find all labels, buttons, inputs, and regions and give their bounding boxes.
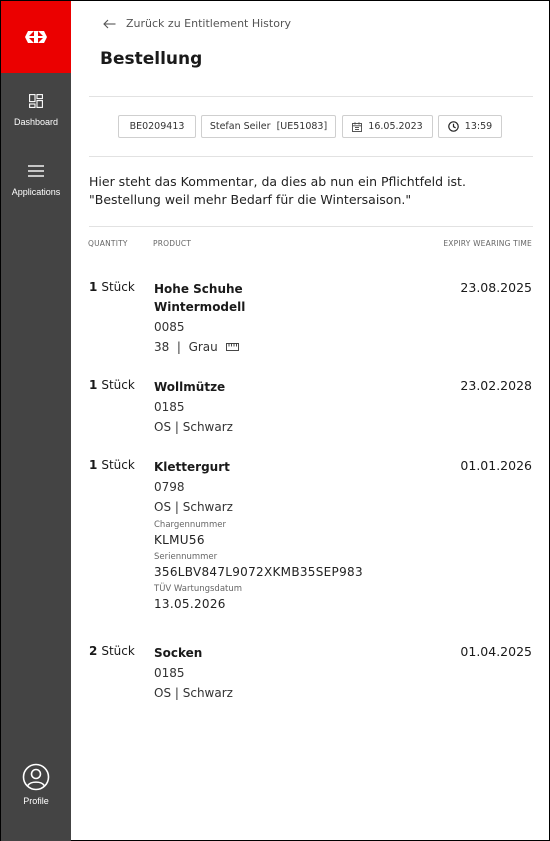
order-meta (71, 115, 550, 138)
order-user: Stefan Seiler [UE51083] (209, 121, 328, 132)
page-title: Bestellung (100, 49, 203, 69)
brand-logo[interactable] (1, 1, 71, 73)
sidebar-item-dashboard[interactable] (1, 91, 71, 127)
product-code: 0185 (154, 400, 185, 414)
product-name: Hohe Schuhe (154, 282, 243, 296)
main-content (71, 1, 550, 841)
item-quantity (89, 458, 135, 472)
item-expiry: 01.01.2026 (460, 458, 532, 473)
item-quantity (89, 280, 135, 294)
item-quantity (89, 378, 135, 392)
product-variant: OS | Schwarz (154, 420, 233, 434)
product-variant (154, 337, 414, 357)
order-comment: Hier steht das Kommentar, da dies ab nun ein Pflichtfeld ist. "Bestellung weil mehr Bedarf für die Wintersaison." (89, 174, 466, 207)
item-product (154, 458, 414, 613)
serial-number-value: 356LBV847L9072XKMB35SEP983 (154, 565, 363, 579)
back-link[interactable] (103, 17, 291, 30)
product-variant: OS | Schwarz (154, 686, 233, 700)
batch-number-label: Chargennummer (154, 520, 226, 530)
item-product (154, 644, 414, 703)
item-expiry: 23.02.2028 (460, 378, 532, 393)
back-link-label: Zurück zu Entitlement History (126, 17, 291, 30)
sidebar-item-applications[interactable] (1, 161, 71, 197)
quantity-value: 2 (89, 644, 98, 658)
quantity-value: 1 (89, 378, 98, 392)
serial-number-label: Seriennummer (154, 552, 218, 562)
sidebar-item-label: Dashboard (13, 117, 59, 127)
sidebar (1, 1, 71, 841)
column-header-quantity: QUANTITY (88, 239, 128, 248)
quantity-unit: Stück (101, 644, 135, 658)
order-user-chip (201, 115, 336, 138)
item-quantity (89, 644, 135, 658)
quantity-unit: Stück (101, 458, 135, 472)
clock-icon (448, 121, 459, 132)
sbb-logo-icon (25, 31, 47, 43)
menu-icon (27, 161, 45, 181)
item-product (154, 280, 414, 357)
user-circle-icon (22, 763, 50, 791)
item-expiry: 23.08.2025 (460, 280, 532, 295)
sidebar-item-label: Profile (23, 796, 49, 806)
arrow-left-icon (103, 19, 116, 29)
tuev-date-label: TÜV Wartungsdatum (154, 584, 243, 594)
calendar-icon (352, 122, 362, 132)
product-name: Wollmütze (154, 380, 226, 394)
order-time: 13:59 (464, 121, 493, 132)
order-time-chip (438, 115, 502, 138)
ruler-icon (226, 343, 239, 351)
sidebar-item-profile[interactable] (1, 763, 71, 806)
order-date: 16.05.2023 (368, 121, 423, 132)
product-name: Socken (154, 646, 203, 660)
divider (89, 156, 533, 157)
sidebar-item-label: Applications (11, 187, 61, 197)
product-code: 0798 (154, 480, 185, 494)
product-name: Klettergurt (154, 460, 230, 474)
order-date-chip (342, 115, 433, 138)
order-id-chip (118, 115, 196, 138)
divider (89, 96, 533, 97)
dashboard-icon (29, 91, 43, 111)
variant-text: 38 | Grau (154, 340, 218, 354)
product-name-line2: Wintermodell (154, 300, 246, 314)
quantity-unit: Stück (101, 280, 135, 294)
divider (89, 226, 533, 227)
column-header-expiry: EXPIRY WEARING TIME (443, 239, 532, 248)
quantity-value: 1 (89, 458, 98, 472)
column-header-product: PRODUCT (153, 239, 192, 248)
item-expiry: 01.04.2025 (460, 644, 532, 659)
order-id: BE0209413 (129, 121, 185, 132)
quantity-value: 1 (89, 280, 98, 294)
product-code: 0085 (154, 320, 185, 334)
item-product (154, 378, 414, 437)
batch-number-value: KLMU56 (154, 533, 205, 547)
tuev-date-value: 13.05.2026 (154, 597, 226, 611)
product-code: 0185 (154, 666, 185, 680)
product-variant: OS | Schwarz (154, 500, 233, 514)
quantity-unit: Stück (101, 378, 135, 392)
